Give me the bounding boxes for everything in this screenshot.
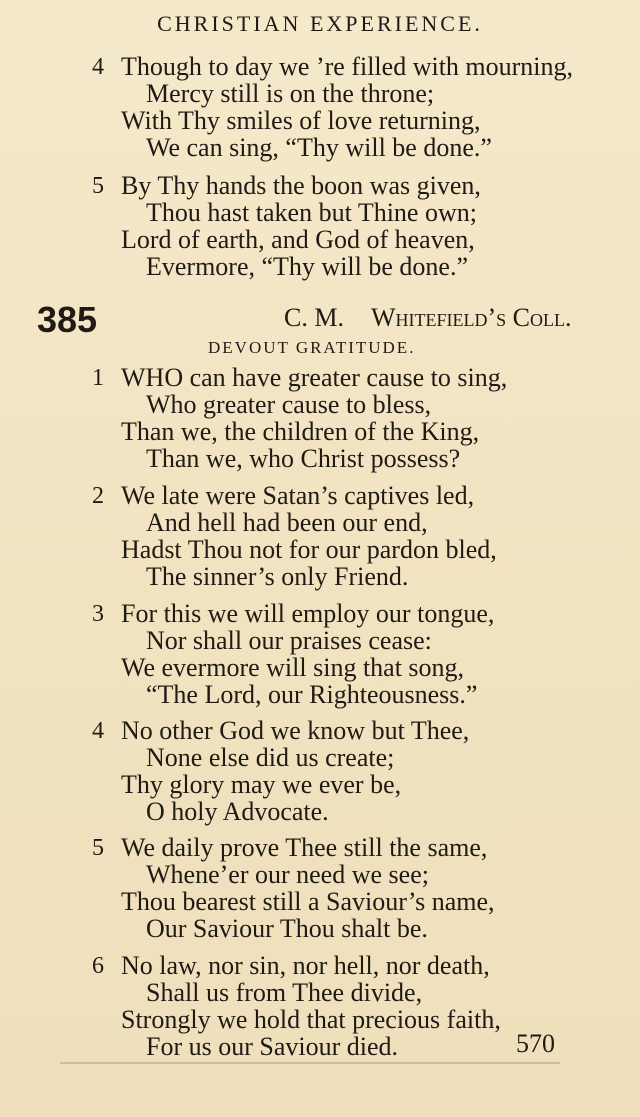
stanza-line: Shall us from Thee divide,	[146, 978, 423, 1007]
stanza-line: Mercy still is on the throne;	[146, 79, 435, 108]
stanza-line: WHO can have greater cause to sing,	[121, 363, 508, 392]
stanza-line: We late were Satan’s captives led,	[121, 481, 475, 510]
stanza-line: For us our Saviour died.	[146, 1032, 399, 1061]
stanza-line: And hell had been our end,	[146, 508, 428, 537]
stanza-number: 2	[92, 483, 104, 509]
stanza-number: 4	[92, 718, 104, 744]
stanza-number: 6	[92, 953, 104, 979]
stanza-line: By Thy hands the boon was given,	[121, 171, 481, 200]
stanza-line: Lord of earth, and God of heaven,	[121, 225, 475, 254]
stanza-number: 4	[92, 54, 104, 80]
stanza-line: Than we, who Christ possess?	[146, 444, 461, 473]
stanza-line: For this we will employ our tongue,	[121, 599, 495, 628]
stanza-number: 3	[92, 601, 104, 627]
stanza-line: Our Saviour Thou shalt be.	[146, 914, 428, 943]
running-head: CHRISTIAN EXPERIENCE.	[157, 11, 483, 36]
stanza-line: With Thy smiles of love returning,	[121, 106, 481, 135]
stanza-line: No other God we know but Thee,	[121, 716, 470, 745]
hymn-meter: C. M.	[284, 303, 344, 332]
stanza-line: The sinner’s only Friend.	[146, 562, 409, 591]
stanza-line: Thou hast taken but Thine own;	[146, 198, 477, 227]
stanza-number: 1	[92, 365, 104, 391]
stanza-line: Though to day we ’re filled with mourning,	[121, 52, 574, 81]
hymn-number: 385	[37, 299, 98, 340]
stanza-line: Than we, the children of the King,	[121, 417, 480, 446]
stanza-line: Thou bearest still a Saviour’s name,	[121, 887, 495, 916]
stanza-line: We can sing, “Thy will be done.”	[146, 133, 492, 162]
stanza-line: Thy glory may we ever be,	[121, 770, 402, 799]
stanza-line: We daily prove Thee still the same,	[121, 833, 488, 862]
bottom-rule	[60, 1062, 560, 1064]
page-number: 570	[516, 1029, 555, 1058]
stanza-line: Whene’er our need we see;	[146, 860, 429, 889]
stanza-line: None else did us create;	[146, 743, 395, 772]
stanza-number: 5	[92, 835, 104, 861]
stanza-line: Nor shall our praises cease:	[146, 626, 432, 655]
stanza-number: 5	[92, 173, 104, 199]
stanza-line: Evermore, “Thy will be done.”	[146, 252, 468, 281]
hymn-tune-reference: Whitefield’s Coll.	[371, 303, 572, 332]
stanza-line: No law, nor sin, nor hell, nor death,	[121, 951, 490, 980]
stanza-line: Who greater cause to bless,	[146, 390, 432, 419]
stanza-line: Strongly we hold that precious faith,	[121, 1005, 501, 1034]
stanza-line: O holy Advocate.	[146, 797, 329, 826]
stanza-line: Hadst Thou not for our pardon bled,	[121, 535, 497, 564]
stanza-line: “The Lord, our Righteousness.”	[146, 680, 478, 709]
hymn-subtitle: DEVOUT GRATITUDE.	[208, 338, 416, 357]
stanza-line: We evermore will sing that song,	[121, 653, 465, 682]
